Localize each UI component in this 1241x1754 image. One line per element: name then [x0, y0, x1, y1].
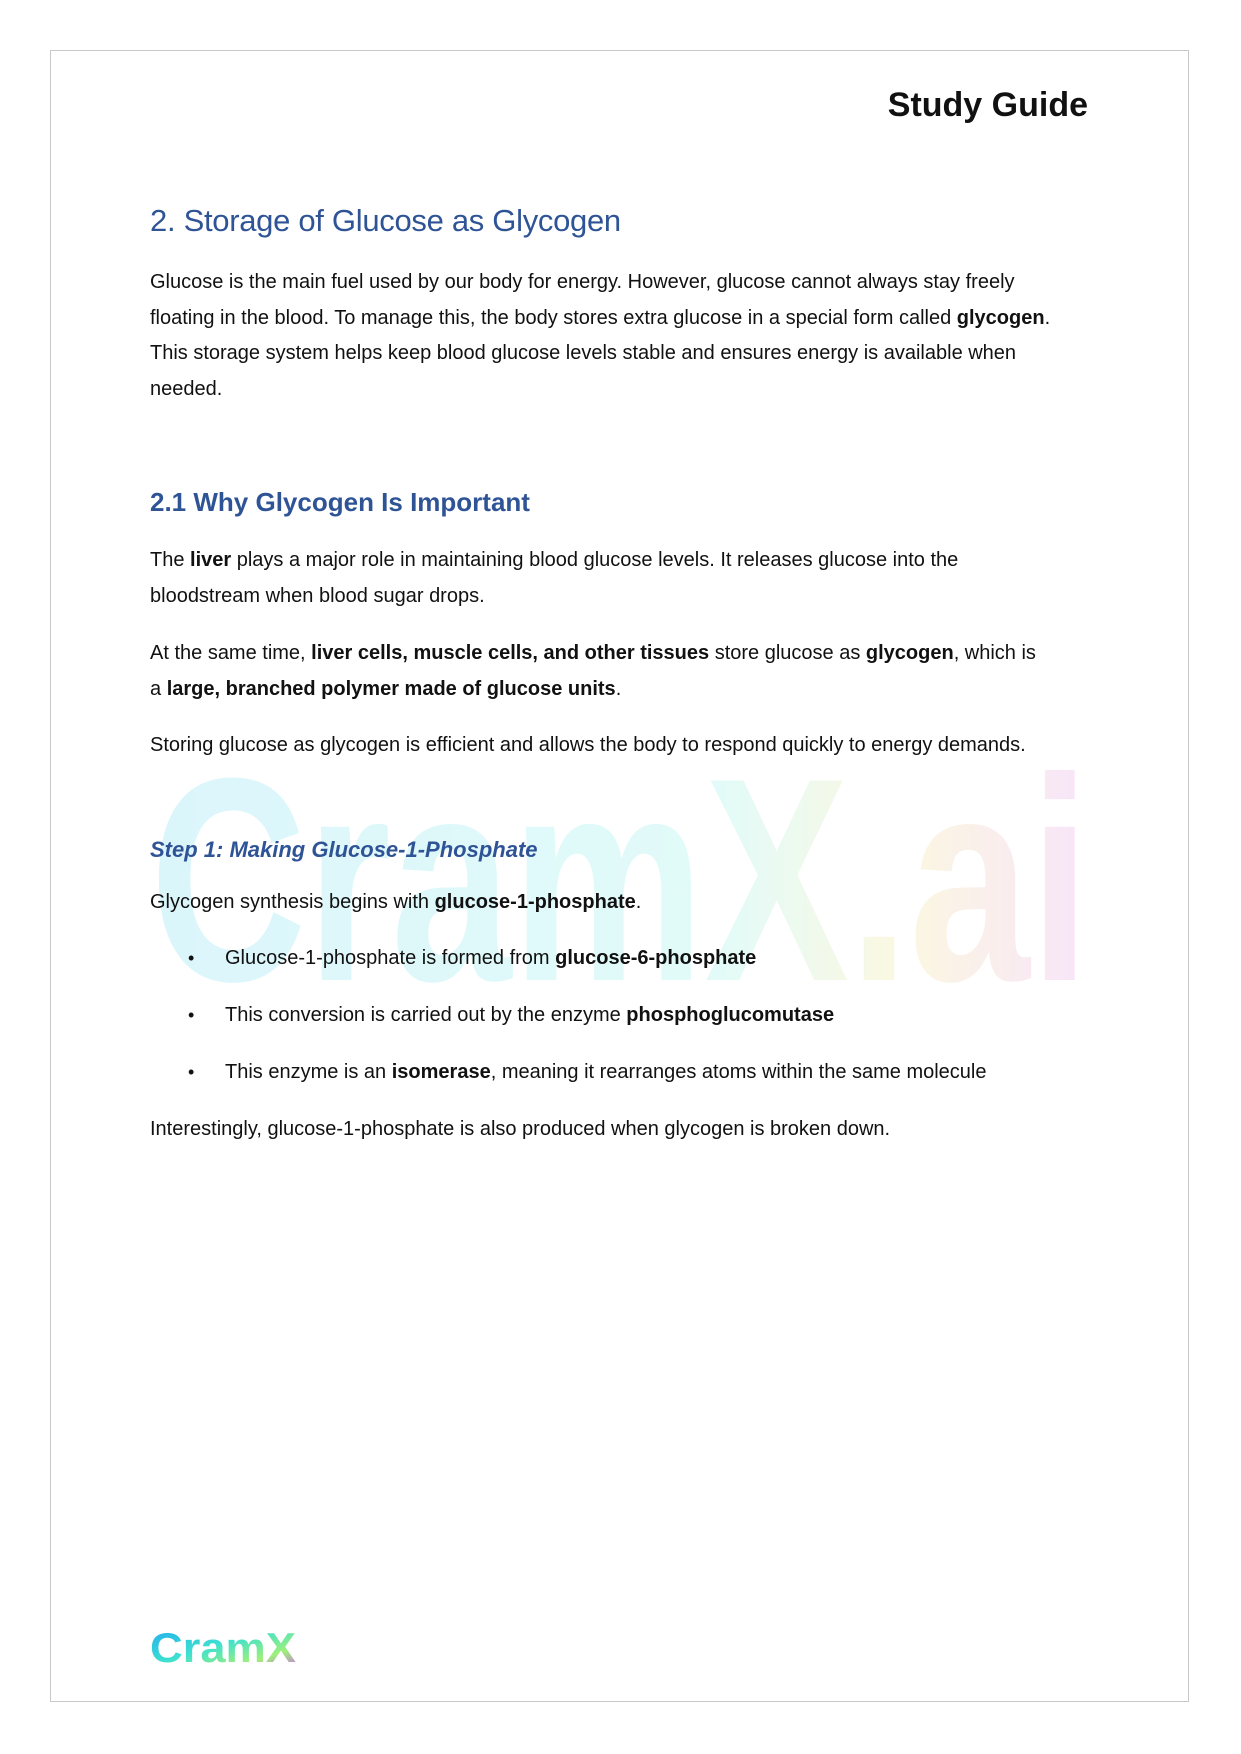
intro-line-4 [150, 378, 222, 401]
intro-line-2 [150, 307, 1050, 330]
text: bloodstream when blood sugar drops. [150, 585, 485, 607]
bold-term: glucose-6-phosphate [555, 947, 757, 969]
p2-line-1 [150, 642, 1036, 665]
intro-line-1 [150, 271, 1015, 294]
cramx-logo [150, 1622, 300, 1670]
bullet-icon: • [188, 948, 195, 968]
p1-line-2 [150, 585, 485, 608]
step-intro [150, 891, 641, 914]
text: Interestingly, glucose-1-phosphate is also produced when glycogen is broken down. [150, 1118, 891, 1140]
p2-line-2 [150, 678, 621, 701]
bold-term: glucose-1-phosphate [434, 891, 636, 913]
page-border [50, 50, 1189, 1702]
text: , meaning it rearranges atoms within the same molecule [490, 1061, 987, 1083]
bold-term: phosphoglucomutase [626, 1004, 835, 1026]
closing-line [150, 1118, 890, 1141]
bold-term: liver cells, muscle cells, and other tissues [311, 642, 710, 664]
bold-term: isomerase [391, 1061, 491, 1083]
step-heading: Step 1: Making Glucose-1-Phosphate [150, 837, 538, 862]
bullet-icon: • [188, 1005, 195, 1025]
text: This enzyme is an [225, 1061, 392, 1083]
bold-term: glycogen [956, 307, 1045, 329]
bold-term: large, branched polymer made of glucose units [166, 678, 616, 700]
document-title: Study Guide [887, 86, 1088, 124]
text: . [1044, 307, 1051, 329]
text: Glucose-1-phosphate is formed from [225, 947, 556, 969]
text: . [635, 891, 642, 913]
bullet-icon: • [188, 1062, 195, 1082]
text: needed. [150, 378, 223, 400]
p1-line-1 [150, 549, 958, 572]
text: This storage system helps keep blood glucose levels stable and ensures energy is available when [150, 342, 1017, 364]
text: This conversion is carried out by the enzyme [225, 1004, 627, 1026]
svg-text:CramX.ai: CramX.ai [150, 755, 1090, 1005]
bold-term: liver [190, 549, 232, 571]
svg-text:CramX: CramX [150, 1624, 296, 1670]
text: Glucose is the main fuel used by our body for energy. However, glucose cannot always stay freely [150, 271, 1015, 293]
intro-line-3 [150, 342, 1016, 365]
bullet-item-1 [225, 947, 756, 970]
text: Storing glucose as glycogen is efficient and allows the body to respond quickly to energy demands. [150, 734, 1026, 756]
subsection-heading: 2.1 Why Glycogen Is Important [150, 487, 530, 517]
bullet-item-3 [225, 1061, 987, 1084]
bullet-item-2 [225, 1004, 834, 1027]
text: . [615, 678, 622, 700]
text: The [150, 549, 191, 571]
bold-term: glycogen [865, 642, 954, 664]
text: store glucose as [709, 642, 866, 664]
section-heading: 2. Storage of Glucose as Glycogen [150, 203, 621, 238]
text: , which is [953, 642, 1036, 664]
text: At the same time, [150, 642, 312, 664]
text: floating in the blood. To manage this, the body stores extra glucose in a special form called [150, 307, 957, 329]
text: a [150, 678, 167, 700]
text: plays a major role in maintaining blood glucose levels. It releases glucose into the [231, 549, 959, 571]
text: Glycogen synthesis begins with [150, 891, 435, 913]
p3-line [150, 734, 1026, 757]
